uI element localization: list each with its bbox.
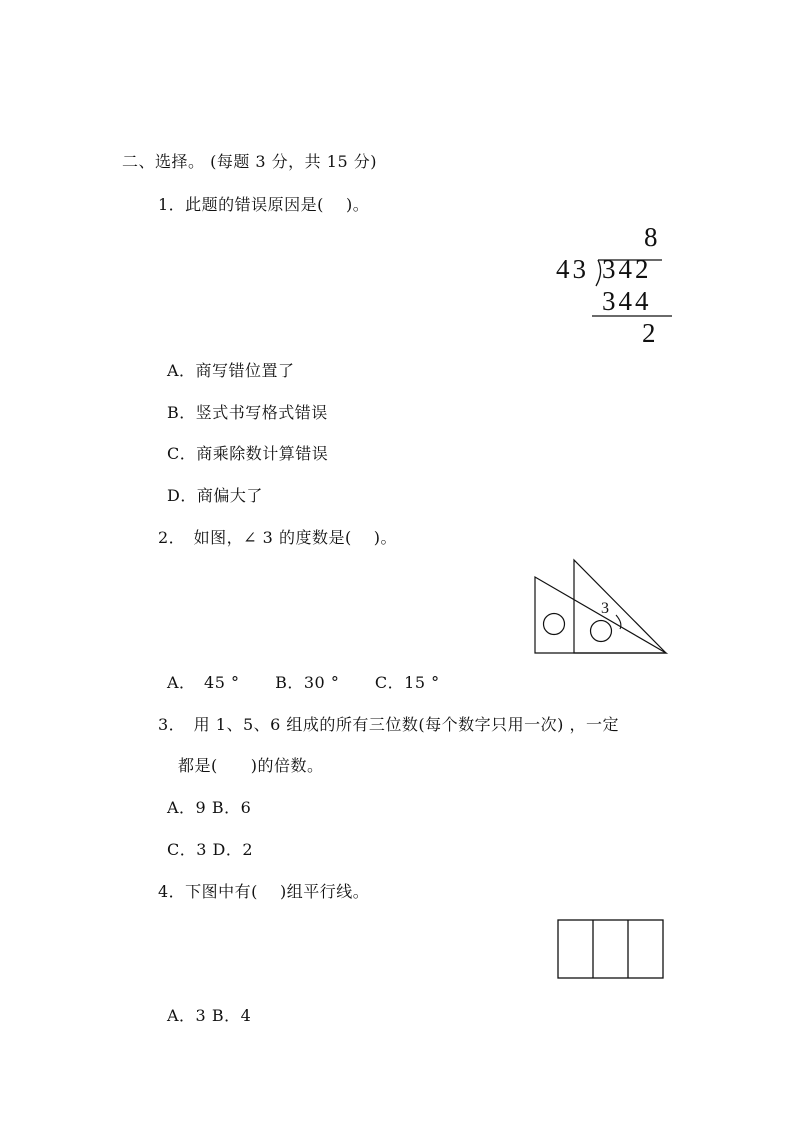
question-1-option-b: B．竖式书写格式错误 [167, 403, 328, 422]
division-quotient: 8 [644, 222, 661, 252]
triangle-rulers-figure [532, 557, 672, 657]
question-3-stem-line-2: 都是( )的倍数。 [178, 756, 324, 775]
question-2-stem: 2． 如图，∠ 3 的度数是( )。 [158, 528, 398, 547]
question-1-option-c: C．商乘除数计算错误 [167, 444, 329, 463]
long-division-figure [552, 222, 682, 352]
parallel-lines-figure [556, 918, 668, 982]
question-1-option-d: D．商偏大了 [167, 486, 263, 505]
division-dividend: 342 [602, 254, 652, 284]
right-ruler-hole [591, 621, 612, 642]
question-2-option-c: C．15 ° [374, 673, 440, 692]
section-title: 二、选择。 (每题 3 分，共 15 分) [122, 152, 377, 171]
question-3-options-row-1: A．9 B．6 [167, 798, 252, 817]
left-ruler-hole [544, 614, 565, 635]
division-divisor: 43 [556, 254, 589, 284]
question-4-options-row-1: A．3 B．4 [167, 1006, 252, 1025]
question-1-option-a: A．商写错位置了 [167, 361, 295, 380]
question-2-options [167, 670, 470, 693]
division-remainder: 2 [642, 318, 659, 348]
outer-rectangle [558, 920, 663, 978]
angle-label: 3 [601, 600, 609, 617]
question-2-option-b: B．30 ° [275, 673, 340, 692]
question-4-stem: 4．下图中有( )组平行线。 [158, 882, 370, 901]
right-triangle-ruler [574, 560, 666, 653]
question-1-stem: 1．此题的错误原因是( )。 [158, 195, 370, 214]
question-3-stem-line-1: 3． 用 1、5、6 组成的所有三位数(每个数字只用一次) ，一定 [158, 715, 619, 734]
question-3-options-row-2: C．3 D．2 [167, 840, 254, 859]
question-2-option-a: A． 45 ° [167, 673, 240, 692]
division-product: 344 [602, 286, 652, 316]
